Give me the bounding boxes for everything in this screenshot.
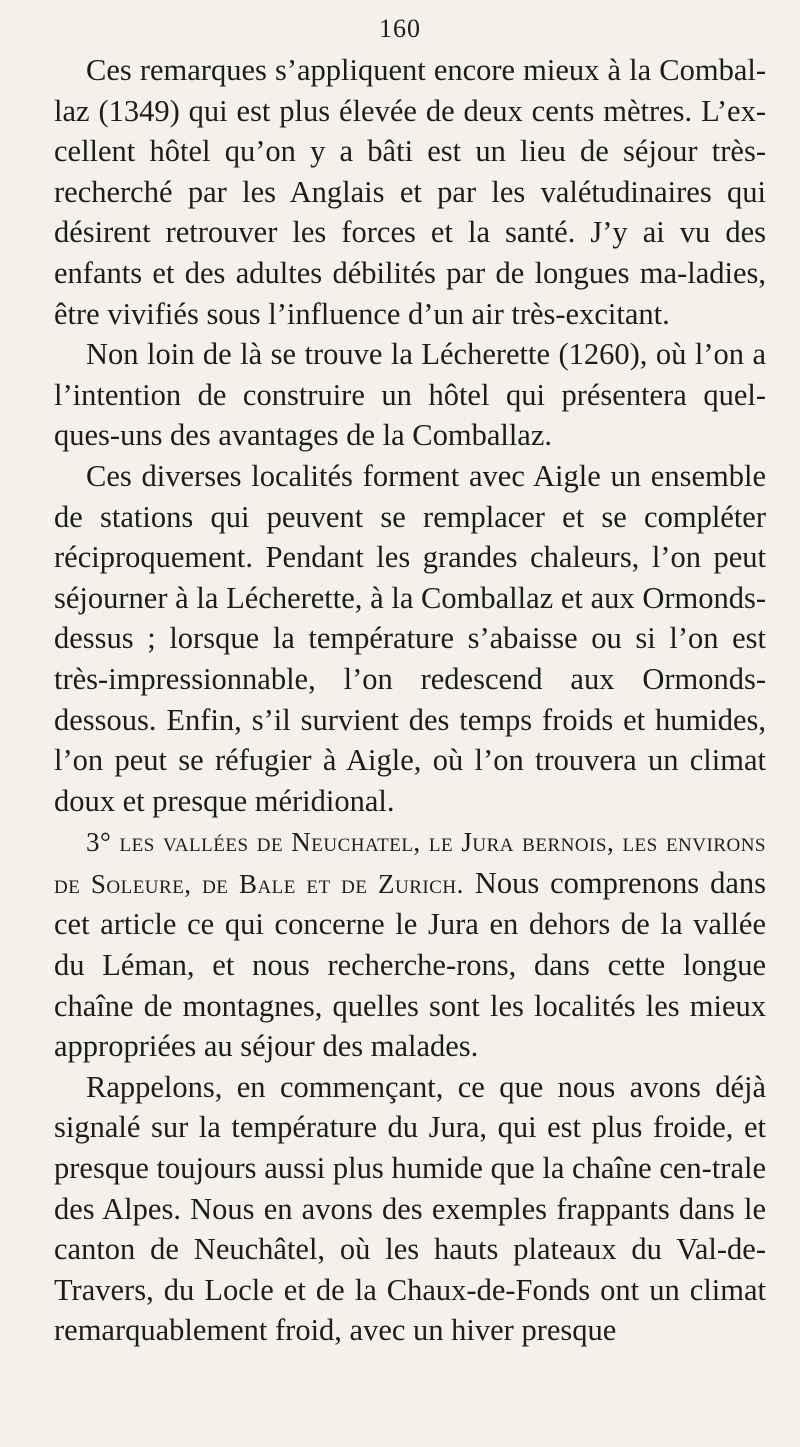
paragraph-comballaz: Ces remarques s’appliquent encore mieux à la Combal-laz (1349) qui est plus élevée de deux cents mètres. L’ex-cellent hôtel qu’on y a bâti est un lieu de séjour très-recherché par les Anglais et par les valétudinaires qui désirent retrouver les forces et la santé. J’y ai vu des enfants et des adultes débilités par de longues ma-ladies, être vivifiés sous l’influence d’un air très-excitant. bbox=[54, 53, 766, 331]
page-number: 160 bbox=[379, 14, 421, 43]
paragraph-jura-climate: Rappelons, en commençant, ce que nous avons déjà signalé sur la température du Jura, qui est plus froide, et presque toujours aussi plus humide que la chaîne cen-trale des Alpes. Nous en avons des exemples frappants dans le canton de Neuchâtel, où les hauts plateaux du Val-de-Travers, du Locle et de la Chaux-de-Fonds ont un climat remarquablement froid, avec un hiver presque bbox=[54, 1069, 766, 1348]
section-heading: 3° les vallées de Neuchatel, le Jura bernois, les environs de Soleure, de Bale et de Zurich. bbox=[54, 827, 766, 899]
section-text: Nous comprenons dans cet article ce qui concerne le Jura en dehors de la vallée du Léman, et nous recherche-rons, dans cette longue chaîne de montagnes, quelles sont les localités les mieux appropriées au séjour des malades. bbox=[54, 865, 766, 1064]
paragraph-jura-section bbox=[54, 821, 766, 1067]
paragraph-lecherette: Non loin de là se trouve la Lécherette (1260), où l’on a l’intention de construire un hôtel qui présentera quel-ques-uns des avantages de la Comballaz. bbox=[54, 337, 766, 453]
body-text bbox=[54, 50, 766, 1351]
paragraph-stations: Ces diverses localités forment avec Aigle un ensemble de stations qui peuvent se remplacer et se compléter réciproquement. Pendant les grandes chaleurs, l’on peut séjourner à la Lécherette, à la Comballaz et aux Ormonds-dessus ; lorsque la température s’abaisse ou si l’on est très-impressionnable, l’on redescend aux Ormonds-dessous. Enfin, s’il survient des temps froids et humides, l’on peut se réfugier à Aigle, où l’on trouvera un climat doux et presque méridional. bbox=[54, 458, 766, 818]
